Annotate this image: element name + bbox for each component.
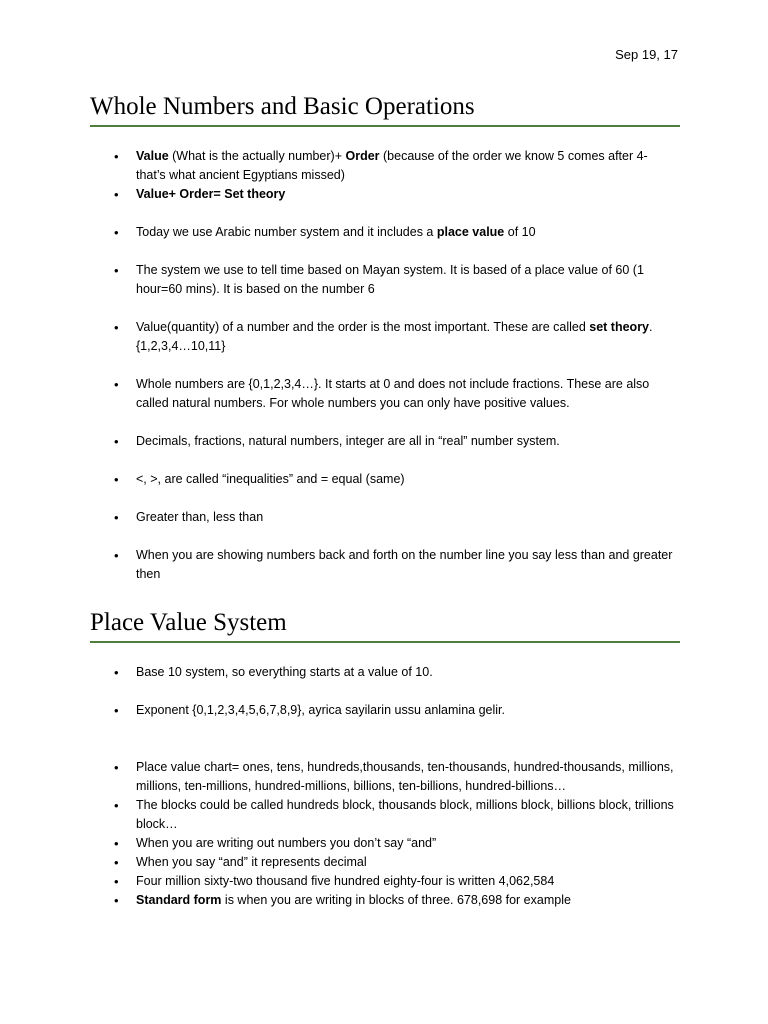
list-item bbox=[112, 432, 680, 451]
text-segment: Exponent {0,1,2,3,4,5,6,7,8,9}, ayrica sayilarin ussu anlamina gelir. bbox=[136, 703, 505, 717]
text-segment: Value(quantity) of a number and the order is the most important. These are called bbox=[136, 320, 590, 334]
bullet-list-place-value bbox=[112, 663, 680, 910]
text-segment: Place value chart= ones, tens, hundreds,thousands, ten-thousands, hundred-thousands, millions, millions, ten-millions, hundred-millions, billions, ten-billions, hundred-billions… bbox=[136, 760, 674, 793]
document-date: Sep 19, 17 bbox=[615, 47, 678, 62]
list-item bbox=[112, 872, 680, 891]
text-segment: <, >, are called “inequalities” and = equal (same) bbox=[136, 472, 405, 486]
text-segment: (because of the order we know 5 comes after 4- that’s what ancient Egyptians missed) bbox=[136, 149, 648, 182]
text-segment: Decimals, fractions, natural numbers, integer are all in “real” number system. bbox=[136, 434, 560, 448]
text-segment: When you say “and” it represents decimal bbox=[136, 855, 367, 869]
text-segment: When you are writing out numbers you don’t say “and” bbox=[136, 836, 437, 850]
text-segment: Today we use Arabic number system and it includes a bbox=[136, 225, 437, 239]
bold-text: Value+ Order= Set theory bbox=[136, 187, 286, 201]
text-segment: . {1,2,3,4…10,11} bbox=[136, 320, 653, 353]
section-heading-whole-numbers: Whole Numbers and Basic Operations bbox=[90, 92, 680, 127]
bold-text: Standard form bbox=[136, 893, 222, 907]
text-segment: When you are showing numbers back and forth on the number line you say less than and greater then bbox=[136, 548, 673, 581]
text-segment: of 10 bbox=[504, 225, 536, 239]
list-item bbox=[112, 470, 680, 489]
list-item bbox=[112, 318, 680, 356]
text-segment: The system we use to tell time based on Mayan system. It is based of a place value of 60 (1 hour=60 mins). It is based on the number 6 bbox=[136, 263, 644, 296]
list-item bbox=[112, 853, 680, 872]
list-item bbox=[112, 185, 680, 204]
list-item bbox=[112, 375, 680, 413]
text-segment: (What is the actually number)+ bbox=[168, 149, 346, 163]
list-item bbox=[112, 891, 680, 910]
section-heading-place-value: Place Value System bbox=[90, 608, 680, 643]
list-item bbox=[112, 758, 680, 796]
list-item bbox=[112, 834, 680, 853]
list-item bbox=[112, 261, 680, 299]
bullet-list-whole-numbers bbox=[112, 147, 680, 584]
text-segment: Base 10 system, so everything starts at a value of 10. bbox=[136, 665, 433, 679]
list-item bbox=[112, 796, 680, 834]
list-item bbox=[112, 508, 680, 527]
bold-text: Order bbox=[345, 149, 380, 163]
bold-text: place value bbox=[436, 225, 505, 239]
bold-text: Value bbox=[136, 149, 169, 163]
list-item bbox=[112, 663, 680, 682]
bold-text: set theory bbox=[589, 320, 650, 334]
text-segment: Whole numbers are {0,1,2,3,4…}. It starts at 0 and does not include fractions. These are also called natural numbers. For whole numbers you can only have positive values. bbox=[136, 377, 650, 410]
list-item bbox=[112, 546, 680, 584]
list-item bbox=[112, 701, 680, 720]
text-segment: Four million sixty-two thousand five hundred eighty-four is written 4,062,584 bbox=[136, 874, 555, 888]
text-segment: is when you are writing in blocks of three. 678,698 for example bbox=[221, 893, 571, 907]
text-segment: Greater than, less than bbox=[136, 510, 264, 524]
list-item bbox=[112, 147, 680, 185]
list-item bbox=[112, 223, 680, 242]
text-segment: The blocks could be called hundreds block, thousands block, millions block, billions block, trillions block… bbox=[136, 798, 674, 831]
